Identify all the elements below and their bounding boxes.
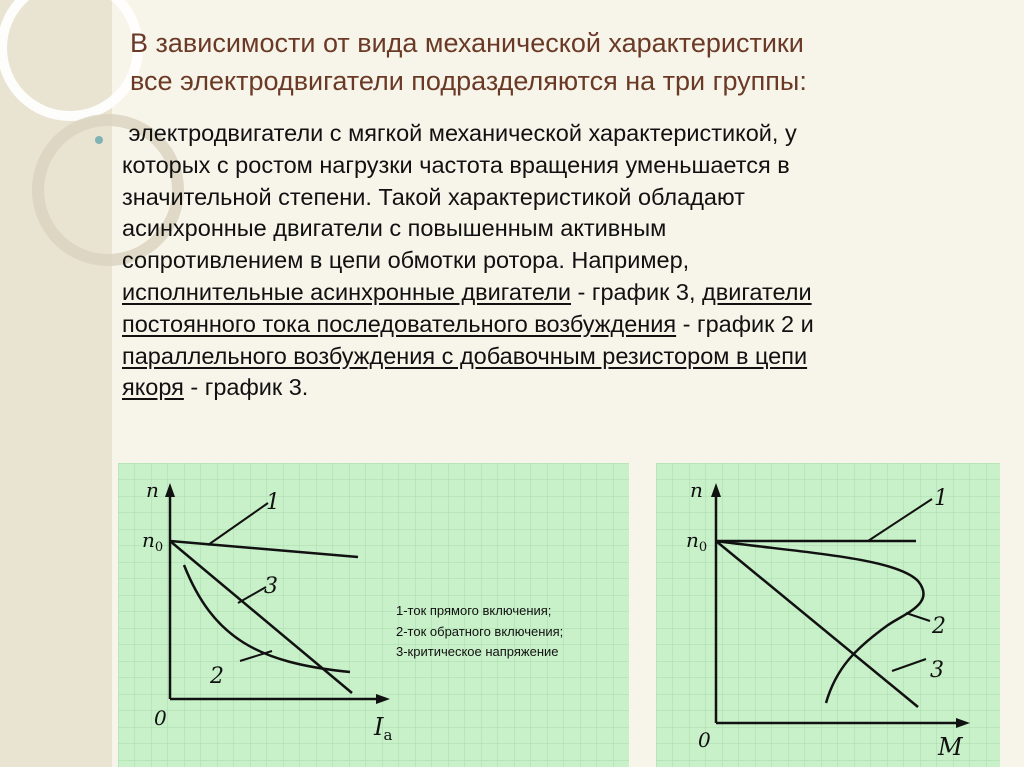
curve-label-1: 1 <box>934 486 948 511</box>
chart-legend <box>396 601 563 663</box>
origin-label: 0 <box>698 728 711 752</box>
bullet-text <box>122 118 1002 404</box>
curve-label-2: 2 <box>932 614 946 639</box>
link-dc-motors-cont[interactable]: постоянного тока последовательного возбуждения <box>122 310 677 337</box>
n0-label: $n_0$ <box>686 528 708 555</box>
link-parallel-excitation[interactable]: параллельного возбуждения с добавочным резистором в цепи <box>122 342 808 369</box>
y-axis-label: n <box>146 478 159 502</box>
curve-label-3: 3 <box>264 574 278 599</box>
legend-item: 3-критическое напряжение <box>396 644 559 659</box>
curve-label-1: 1 <box>266 490 280 515</box>
right-chart <box>656 463 1000 767</box>
left-chart-panel <box>118 463 629 767</box>
title-line-1: В зависимости от вида механической характеристики <box>130 28 804 58</box>
legend-item: 1-ток прямого включения; <box>396 603 552 618</box>
text-line: которых с ростом нагрузки частота вращения уменьшается в <box>122 151 790 178</box>
slide-title <box>130 24 990 100</box>
link-async-motors[interactable]: исполнительные асинхронные двигатели <box>122 278 572 305</box>
y-axis-label: n <box>690 478 703 502</box>
text-line: асинхронные двигатели с повышенным активным <box>122 215 667 242</box>
text-line: электродвигатели с мягкой механической характеристикой, у <box>128 120 797 146</box>
n0-label: $n_0$ <box>142 528 164 555</box>
title-line-2: все электродвигатели подразделяются на три группы: <box>130 66 807 96</box>
x-axis-label: $I_a$ <box>374 713 393 744</box>
right-chart-panel <box>656 463 1000 767</box>
text-line: значительной степени. Такой характеристикой обладают <box>122 183 745 210</box>
curve-label-3: 3 <box>930 658 944 683</box>
text-fragment: - график 3, <box>571 278 703 305</box>
x-axis-label: M <box>938 733 963 761</box>
link-armature[interactable]: якоря <box>122 374 184 401</box>
origin-label: 0 <box>154 706 167 730</box>
text-fragment: - график 3. <box>183 374 309 401</box>
legend-item: 2-ток обратного включения; <box>396 623 564 639</box>
curve-label-2: 2 <box>210 664 224 689</box>
text-fragment: - график 2 и <box>676 310 814 337</box>
grid <box>656 463 1000 767</box>
link-dc-motors[interactable]: двигатели <box>702 278 812 305</box>
text-line: сопротивлением в цепи обмотки ротора. Например, <box>122 247 690 274</box>
bullet-icon <box>95 136 103 144</box>
